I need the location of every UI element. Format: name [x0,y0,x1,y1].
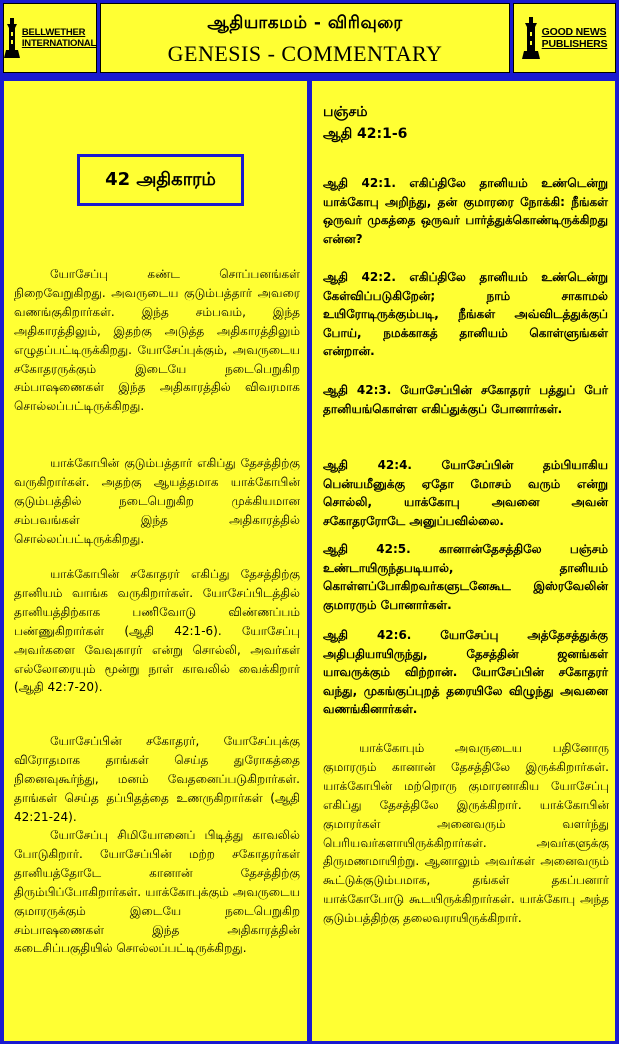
intro-paragraph-4: யோசேப்பின் சகோதரர், யோசேப்புக்கு விரோதமாக தாங்கள் செய்த துரோகத்தை நினைவுகூர்ந்து, மனம் வேதனைப்படுகிறார்கள். தாங்கள் செய்த தப்பிதத்தை உணருகிறார்கள் (ஆதி 42:21-24). [14,734,300,824]
section-title: பஞ்சம் [323,104,368,120]
chapter-label: 42 அதிகாரம் [77,154,244,206]
tower-icon [4,18,20,58]
verse-42-2: ஆதி 42:2. எகிப்திலே தானியம் உண்டென்று கேள்விப்படுகிறேன்; நாம் சாகாமல் உயிரோடிருக்கும்படி, நீங்கள் அவ்விடத்துக்குப் போய், நமக்காகத் தானியம் கொள்ளுங்கள் என்றான். [323,270,608,358]
verse-42-4: ஆதி 42:4. யோசேப்பின் தம்பியாகிய பென்யமீனுக்கு ஏதோ மோசம் வரும் என்று சொல்லி, யாக்கோபு அவனை அவன் சகோதரரோடே அனுப்பவில்லை. [323,458,608,528]
verse-42-3: ஆதி 42:3. யோசேப்பின் சகோதரர் பத்துப் பேர் தானியங்கொள்ள எகிப்துக்குப் போனார்கள். [323,383,608,416]
bellwether-line1: BELLWETHER [21,27,86,38]
verse-42-5: ஆதி 42:5. கானான்தேசத்திலே பஞ்சம் உண்டாயிருந்தபடியால், தானியம் கொள்ளப்போகிறவர்களுடனேகூட இஸ்ரவேலின் குமாரரும் போனார்கள். [323,542,608,612]
commentary-paragraph: யாக்கோபும் அவருடைய பதினோரு குமாரரும் கானான் தேசத்திலே இருக்கிறார்கள். யாக்கோபின் மற்றொரு குமாரனாகிய யோசேப்பு எகிப்து தேசத்திலே இருக்கிறார். யாக்கோபின் குமாரர்கள் அனைவரும் வளர்ந்து பெரியவர்களாயிருக்கிறார்கள். அவர்களுக்கு திருமணமாயிற்று. ஆனாலும் அவர்கள் அனைவரும் கூட்டுக்குடும்பமாக, தங்கள் தகப்பனார் யாக்கோபோடு கூடயிருக்கிறார்கள். யாக்கோபு அந்த குடும்பத்திற்கு தலைவராயிருக்கிறார். [323,741,609,926]
tower-icon [522,17,540,59]
intro-paragraph-3: யாக்கோபின் சகோதரர் எகிப்து தேசத்திற்கு தானியம் வாங்க வருகிறார்கள். யோசேப்பிடத்தில் தானியத்திற்காக பணிவோடு விண்ணப்பம் பண்ணுகிறார்கள் (ஆதி 42:1-6). யோசேப்பு அவர்களை வேவுகாரர் என்று சொல்லி, அவர்கள் எல்லோரையும் மூன்று நாள் காவலில் வைக்கிறார் (ஆதி 42:7-20). [14,567,300,695]
goodnews-logo-box [513,3,616,73]
bellwether-line2: INTERNATIONAL [21,38,97,49]
title-tamil: ஆதியாகமம் - விரிவுரை [207,13,403,33]
verse-42-6: ஆதி 42:6. யோசேப்பு அத்தேசத்துக்கு அதிபதியாயிருந்து, தேசத்தின் ஜனங்கள் யாவருக்கும் விற்றான். யோசேப்பின் சகோதரர் வந்து, முகங்குப்புறத் தரையிலே விழுந்து அவனை வணங்கினார்கள். [323,628,608,716]
goodnews-logo-text [542,26,608,50]
bellwether-logo-box [3,3,97,73]
bellwether-logo-text [22,27,96,49]
goodnews-line2: PUBLISHERS [541,38,608,50]
title-english: GENESIS - COMMENTARY [167,41,443,66]
title-box [100,3,510,73]
intro-paragraph-1: யோசேப்பு கண்ட சொப்பனங்கள் நிறைவேறுகிறது. அவருடைய குடும்பத்தார் அவரை வணங்குகிறார்கள். இந்த சம்பவம், இந்த அதிகாரத்திலும், இதற்கு அடுத்த அதிகாரத்திலும் எழுதப்பட்டிருக்கிறது. யோசேப்புக்கும், அவருடைய சகோதரருக்கும் இடையே நடைபெறுகிற சம்பாஷணைகள் இந்த அதிகாரத்தில் விவரமாக சொல்லப்பட்டிருக்கிறது. [14,267,300,414]
goodnews-line1: GOOD NEWS [541,26,607,38]
goodnews-logo [522,17,608,59]
verse-42-1: ஆதி 42:1. எகிப்திலே தானியம் உண்டென்று யாக்கோபு அறிந்து, தன் குமாரரை நோக்கி: நீங்கள் ஒருவர் முகத்தை ஒருவர் பார்த்துக்கொண்டிருக்கிறது என்ன? [323,176,608,246]
bellwether-logo [4,18,96,58]
intro-paragraph-2: யாக்கோபின் குடும்பத்தார் எகிப்து தேசத்திற்கு வருகிறார்கள். அதற்கு ஆயத்தமாக யாக்கோபின் குடும்பத்தில் நடைபெறுகிற முக்கியமான சம்பவங்கள் இந்த அதிகாரத்தில் சொல்லப்பட்டிருக்கிறது. [14,456,300,546]
intro-paragraph-5: யோசேப்பு சிமியோனைப் பிடித்து காவலில் போடுகிறார். யோசேப்பின் மற்ற சகோதரர்கள் தானியத்தோடே கானான் தேசத்திற்கு திரும்பிப்போகிறார்கள். யாக்கோபுக்கும் அவருடைய குமாரருக்கும் இடையே நடைபெறுகிற சம்பாஷணைகள் இந்த அதிகாரத்தின் கடைசிப்பகுதியில் சொல்லப்பட்டிருக்கிறது. [14,828,300,956]
section-reference: ஆதி 42:1-6 [323,126,408,142]
